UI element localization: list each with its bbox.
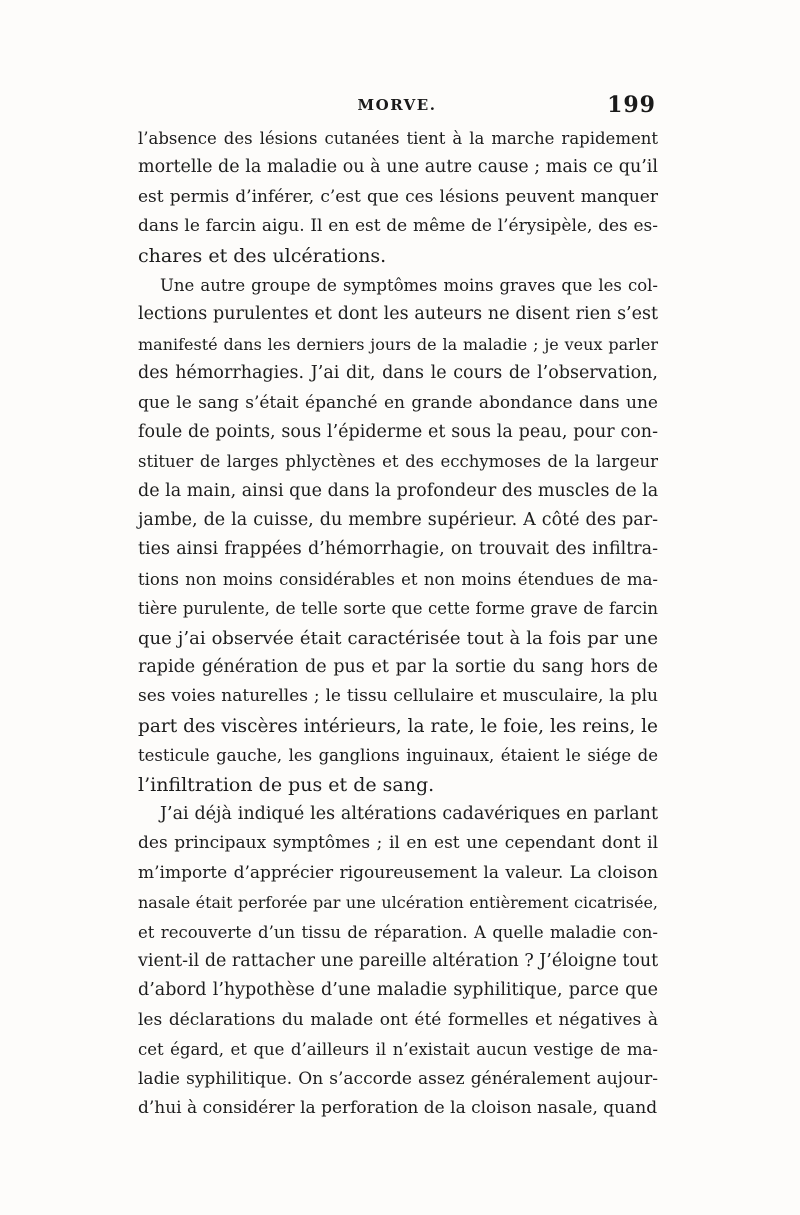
text-line: d’abord l’hypothèse d’une maladie syphilitique, parce que xyxy=(138,980,658,1001)
text-line: Une autre groupe de symptômes moins graves que les col- xyxy=(160,275,658,295)
text-line: tions non moins considérables et non moins étendues de ma- xyxy=(138,569,658,589)
text-line: J’ai déjà indiqué les altérations cadavériques en parlant xyxy=(160,803,658,824)
text-line: est permis d’inférer, c’est que ces lésions peuvent manquer xyxy=(138,186,658,207)
text-line: jambe, de la cuisse, du membre supérieur. A côté des par- xyxy=(138,510,658,531)
text-line: manifesté dans les derniers jours de la maladie ; je veux parler xyxy=(138,334,658,354)
text-line: et recouverte d’un tissu de réparation. A quelle maladie con- xyxy=(138,922,658,942)
text-line: chares et des ulcérations. xyxy=(138,244,387,267)
running-title: MORVE. xyxy=(357,96,437,114)
paragraph xyxy=(138,800,658,1123)
text-line: rapide génération de pus et par la sortie du sang hors de xyxy=(138,657,658,678)
text-line: des principaux symptômes ; il en est une cependant dont il xyxy=(138,833,658,854)
paragraph xyxy=(138,124,658,271)
body-text xyxy=(138,124,658,1123)
text-line: de la main, ainsi que dans la profondeur des muscles de la xyxy=(138,480,659,501)
text-line: l’absence des lésions cutanées tient à la marche rapidement xyxy=(138,129,658,148)
text-line: testicule gauche, les ganglions inguinaux, étaient le siége de xyxy=(138,746,658,766)
text-line: tière purulente, de telle sorte que cette forme grave de farcin xyxy=(138,599,658,619)
text-line: cet égard, et que d’ailleurs il n’existait aucun vestige de ma- xyxy=(138,1040,658,1060)
text-line: nasale était perforée par une ulcération entièrement cicatrisée, xyxy=(138,893,658,913)
text-line: ties ainsi frappées d’hémorrhagie, on trouvait des infiltra- xyxy=(138,539,658,560)
text-line: foule de points, sous l’épiderme et sous la peau, pour con- xyxy=(138,421,658,442)
text-line: ladie syphilitique. On s’accorde assez généralement aujour- xyxy=(138,1068,658,1089)
text-line: dans le farcin aigu. Il en est de même de l’érysipèle, des es- xyxy=(138,216,658,237)
text-line: ses voies naturelles ; le tissu cellulaire et musculaire, la plu xyxy=(138,686,658,707)
text-line: lections purulentes et dont les auteurs ne disent rien s’est xyxy=(138,304,658,325)
text-line: d’hui à considérer la perforation de la cloison nasale, quand xyxy=(138,1097,658,1118)
text-line: les déclarations du malade ont été formelles et négatives à xyxy=(138,1009,658,1030)
text-line: que le sang s’était épanché en grande abondance dans une xyxy=(138,392,658,413)
text-line: l’infiltration de pus et de sang. xyxy=(138,773,435,796)
page-header xyxy=(138,92,656,122)
text-line: que j’ai observée était caractérisée tout à la fois par une xyxy=(138,627,658,649)
text-line: part des viscères intérieurs, la rate, le foie, les reins, le xyxy=(138,715,658,737)
text-line: mortelle de la maladie ou à une autre cause ; mais ce qu’il xyxy=(138,157,658,178)
text-line: m’importe d’apprécier rigoureusement la valeur. La cloison xyxy=(138,862,658,883)
text-line: des hémorrhagies. J’ai dit, dans le cours de l’observation, xyxy=(138,363,658,384)
paragraph xyxy=(138,271,658,800)
page-number: 199 xyxy=(607,92,656,118)
text-line: vient-il de rattacher une pareille altération ? J’éloigne tout xyxy=(138,950,659,971)
text-line: stituer de larges phlyctènes et des ecchymoses de la largeur xyxy=(138,452,658,472)
